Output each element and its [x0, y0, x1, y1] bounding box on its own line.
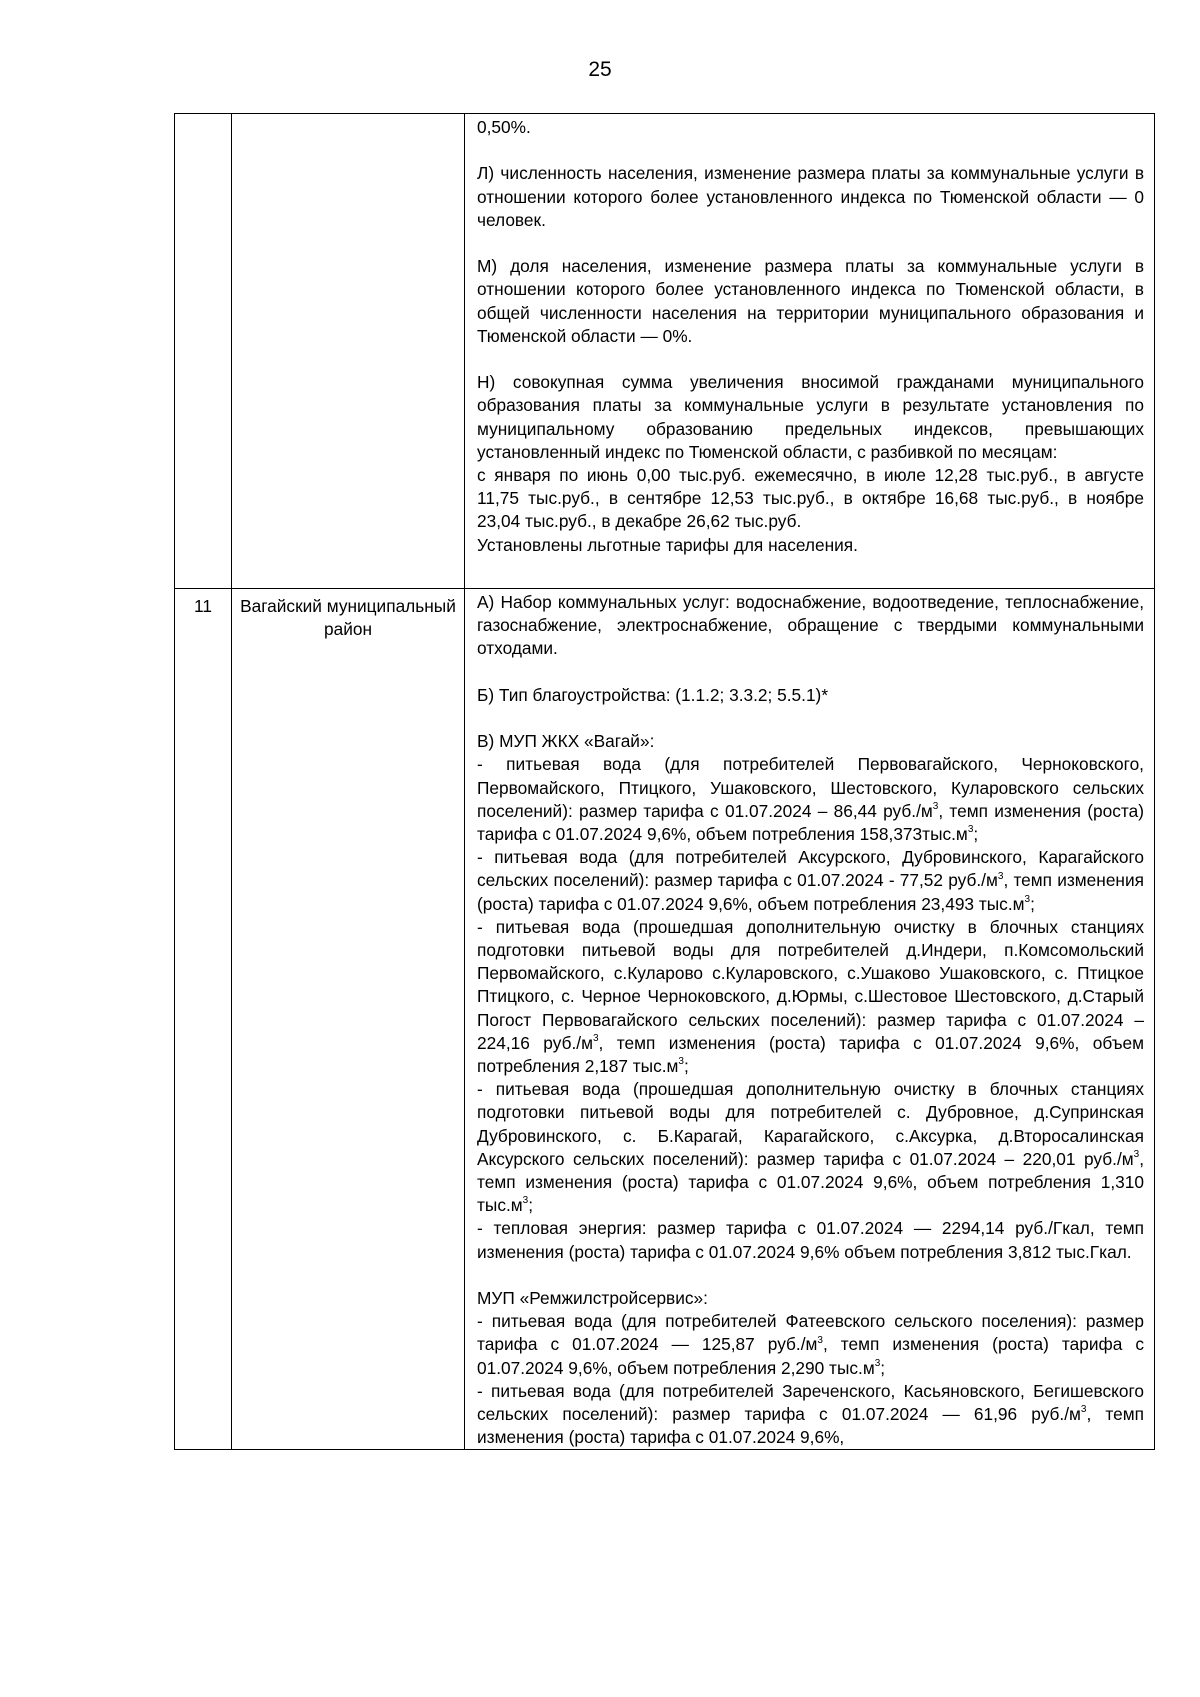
text-span: Н) совокупная сумма увеличения вносимой гражданами муниципального образования платы за коммунальные услуги в результате установления по муниципальному образованию предельных индексов, превышающих установленный индекс по Тюменской области, с разбивкой по месяцам:: [477, 372, 1144, 462]
superscript: 3: [967, 824, 974, 836]
text-span: - питьевая вода (для потребителей Аксурского, Дубровинского, Карагайского сельских поселений): размер тарифа с 01.07.2024 - 77,52 руб./м: [477, 847, 1144, 891]
paragraph: [477, 371, 1144, 464]
paragraph: [477, 534, 1144, 557]
paragraph: [477, 255, 1144, 348]
superscript: 3: [1080, 1404, 1087, 1416]
text-span: - тепловая энергия: размер тарифа с 01.07.2024 — 2294,14 руб./Гкал, темп изменения (роста) тарифа с 01.07.2024 9,6% объем потребления 3,812 тыс.Гкал.: [477, 1218, 1144, 1262]
text-span: ;: [880, 1357, 886, 1378]
text-span: 0,50%.: [477, 117, 531, 137]
superscript: 3: [874, 1357, 881, 1369]
superscript: 3: [522, 1195, 529, 1207]
text-span: В) МУП ЖКХ «Вагай»:: [477, 731, 655, 752]
text-span: - питьевая вода (для потребителей Фатеевского сельского поселения): размер тарифа с 01.07.2024 — 125,87 руб./м: [477, 1311, 1144, 1355]
content-cell: [465, 114, 1155, 589]
text-span: А) Набор коммунальных услуг: водоснабжение, водоотведение, теплоснабжение, газоснабжение, электроснабжение, обращение с твердыми коммунальными отходами.: [477, 592, 1144, 659]
row-number-cell: [175, 114, 232, 589]
superscript: 3: [817, 1334, 823, 1346]
table-row: [175, 589, 1155, 1450]
text-span: - питьевая вода (прошедшая дополнительную очистку в блочных станциях подготовки питьевой воды для потребителей д.Индери, п.Комсомольский Первомайского, с.Куларово с.Куларовского, с.Ушаково Ушаковского, с. Птицкое Птицкого, с. Черное Черноковского, д.Юрмы, с.Шестовое Шестовского, д.Старый Погост Первовагайского сельских поселений): размер тарифа с 01.07.2024 – 224,16 руб./м: [477, 916, 1144, 1053]
tariff-table: [174, 113, 1155, 1450]
paragraph-gap: [477, 348, 1144, 371]
paragraph: [477, 1287, 1144, 1310]
paragraph: [477, 464, 1144, 534]
row-number-cell: 11: [175, 589, 232, 1450]
text-span: с января по июнь 0,00 тыс.руб. ежемесячно, в июле 12,28 тыс.руб., в августе 11,75 тыс.руб., в сентябре 12,53 тыс.руб., в октябре 16,68 тыс.руб., в ноябре 23,04 тыс.руб., в декабре 26,62 тыс.руб.: [477, 465, 1144, 532]
table-row: [175, 114, 1155, 589]
paragraph: [477, 684, 1144, 707]
paragraph: [477, 730, 1144, 753]
text-span: , темп изменения (роста) тарифа с 01.07.2024 9,6%, объем потребления 158,373тыс.м: [477, 800, 1144, 844]
superscript: 3: [1133, 1149, 1140, 1161]
text-span: МУП «Ремжилстройсервис»:: [477, 1288, 708, 1309]
paragraph: [477, 591, 1144, 661]
text-span: , темп изменения (роста) тарифа с 01.07.2024 9,6%, объем потребления 2,290 тыс.м: [477, 1334, 1144, 1378]
region-name-cell: Вагайский муниципальный район: [232, 589, 465, 1450]
text-span: - питьевая вода (для потребителей Зареченского, Касьяновского, Бегишевского сельских поселений): размер тарифа с 01.07.2024 — 61,96 руб./м: [477, 1380, 1144, 1425]
paragraph: [477, 846, 1144, 916]
superscript: 3: [932, 801, 939, 813]
superscript: 3: [678, 1056, 684, 1068]
paragraph-gap: [477, 661, 1144, 684]
paragraph: [477, 1078, 1144, 1217]
paragraph: [477, 916, 1144, 1078]
text-span: ;: [973, 824, 979, 844]
paragraph: [477, 162, 1144, 232]
text-span: , темп изменения (роста) тарифа с 01.07.2024 9,6%, объем потребления 2,187 тыс.м: [477, 1032, 1144, 1077]
superscript: 3: [997, 870, 1004, 882]
text-span: , темп изменения (роста) тарифа с 01.07.2024 9,6%, объем потребления 1,310 тыс.м: [477, 1148, 1144, 1216]
text-span: - питьевая вода (прошедшая дополнительную очистку в блочных станциях подготовки питьевой воды для потребителей с. Дубровное, д.Супринская Дубровинского, с. Б.Карагай, Карагайского, с.Аксурка, д.Второсалинская Аксурского сельских поселений): размер тарифа с 01.07.2024 – 220,01 руб./м: [477, 1079, 1144, 1169]
paragraph-gap: [477, 139, 1144, 162]
paragraph: [477, 116, 1144, 139]
paragraph-gap: [477, 232, 1144, 255]
content-cell: [465, 589, 1155, 1450]
paragraph-gap: [477, 1264, 1144, 1287]
paragraph: [477, 1310, 1144, 1380]
text-span: Установлены льготные тарифы для населения.: [477, 534, 858, 555]
text-span: М) доля населения, изменение размера платы за коммунальные услуги в отношении которого более установленного индекса по Тюменской области, в общей численности населения на территории муниципального образования и Тюменской области — 0%.: [477, 256, 1144, 346]
paragraph: [477, 1217, 1144, 1263]
region-name-cell: [232, 114, 465, 589]
text-span: ;: [683, 1056, 689, 1077]
superscript: 3: [592, 1033, 599, 1045]
text-span: ;: [1030, 893, 1035, 914]
text-span: , темп изменения (роста) тарифа с 01.07.2024 9,6%, объем потребления 23,493 тыс.м: [477, 870, 1144, 914]
paragraph: [477, 753, 1144, 846]
text-span: Б) Тип благоустройства: (1.1.2; 3.3.2; 5.5.1)*: [477, 684, 829, 705]
text-span: Л) численность населения, изменение размера платы за коммунальные услуги в отношении которого более установленного индекса по Тюменской области — 0 человек.: [477, 163, 1144, 230]
text-span: ;: [528, 1195, 534, 1216]
page-number: 25: [588, 58, 612, 81]
paragraph: [477, 1380, 1144, 1450]
text-span: , темп изменения (роста) тарифа с 01.07.2024 9,6%,: [477, 1404, 1144, 1448]
text-span: - питьевая вода (для потребителей Первовагайского, Черноковского, Первомайского, Птицкого, Ушаковского, Шестовского, Куларовского сельских поселений): размер тарифа с 01.07.2024 – 86,44 руб./м: [477, 754, 1144, 821]
superscript: 3: [1024, 893, 1031, 905]
paragraph-gap: [477, 707, 1144, 730]
